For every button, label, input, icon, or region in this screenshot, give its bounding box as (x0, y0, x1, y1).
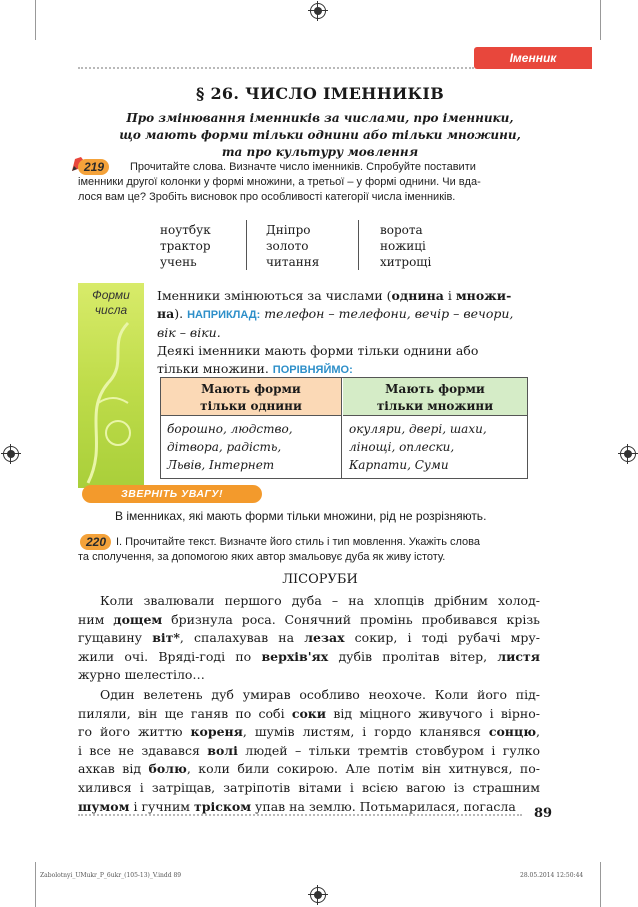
word-column-divider (246, 220, 247, 270)
story-line: пиляли, він ще ганяв по собі соки від міцного живучого і вірно- (78, 705, 540, 721)
header-dotted-rule (78, 67, 474, 69)
registration-mark-top-icon (310, 3, 326, 19)
exercise-219-task: Прочитайте слова. Визначте число іменників. Спробуйте поставити іменники другої колонки у формі множини, а третьої – у формі однини. Чи вда- лося вам це? Зробіть висновок про особливості категорії числа іменників. (78, 161, 481, 203)
table-cell-plural: окуляри, двері, шахи, лінощі, оплески, Карпати, Суми (349, 422, 487, 472)
page-number: 89 (534, 806, 553, 821)
exercise-number-219: 219 (78, 159, 109, 175)
story-paragraph-1 (78, 592, 540, 685)
footer-dotted-rule (78, 814, 522, 816)
story-line: Коли звалювали першого дуба – на хлопців дрібним холод- (100, 593, 540, 608)
footer-file-info: Zabolotnyi_UMukr_P_6ukr_(105-13)_V.indd 89 (40, 872, 182, 879)
section-subtitle: Про змінювання іменників за числами, про іменники, що мають форми тільки однини або тільки множини, та про культуру мовлення (119, 111, 521, 159)
word-column-1: ноутбук трактор учень (160, 223, 211, 269)
exercise-number-220: 220 (80, 534, 111, 550)
story-line: журно шелестіло… (78, 667, 205, 683)
word-column-2: Дніпро золото читання (266, 223, 320, 269)
rule-text: Іменники змінюються за числами (однина і множи- на). НАПРИКЛАД: телефон – телефони, вечір – вечори, вік – віки. Деякі іменники мають форми тільки однини або тільки множини. ПОРІВНЯЙМО: (157, 288, 514, 376)
story-line: і все не здавався волі людей – тільки тремтів стовбуром і гулко (78, 742, 540, 758)
story-line: гущавину віт*, спалахував на лезах сокир, і тоді рубачі мру- (78, 630, 540, 646)
story-line: жили очі. Врядi-годi по верхів'ях дубів пролітав вітер, листя (78, 648, 540, 664)
story-line: го його життю кореня, шумів листям, і гордо кланявся сонцю, (78, 724, 540, 740)
story-line: хилився і затріщав, затріпотів вітами і всією вагою із страшним (78, 779, 540, 795)
comparison-table (160, 377, 528, 479)
table-cell-singular: борошно, людство, дітвора, радість, Львів, Інтернет (161, 416, 342, 478)
story-line: ним дощем бризнула роса. Сонячний промінь пробивався крізь (78, 611, 540, 627)
crop-line-right-bottom (600, 862, 601, 907)
word-column-divider (358, 220, 359, 270)
section-tab: Іменник (474, 47, 592, 69)
registration-mark-left-icon (3, 446, 19, 462)
attention-text: В іменниках, які мають форми тільки множини, рід не розрізняють. (115, 509, 487, 523)
story-title: ЛІСОРУБИ (282, 572, 358, 587)
page-title: § 26. ЧИСЛО ІМЕННИКІВ (195, 84, 445, 103)
story-paragraph-2 (78, 686, 540, 816)
exercise-220-task: І. Прочитайте текст. Визначте його стиль і тип мовлення. Укажіть слова та сполучення, за допомогою яких автор змальовує дуба як живу істоту. (78, 536, 481, 563)
crop-line-right-top (600, 0, 601, 40)
rule-sidebar-label: Форми числа (92, 288, 130, 317)
crop-line-left-bottom (35, 862, 36, 907)
story-line: шумом і гучним тріском упав на землю. Потьмарилася, погасла (78, 798, 516, 814)
attention-badge: ЗВЕРНІТЬ УВАГУ! (82, 485, 262, 503)
table-header-singular: Мають форми тільки однини (161, 378, 342, 416)
registration-mark-right-icon (620, 446, 636, 462)
story-line: Один велетень дуб умирав особливо неохоче. Коли його під- (100, 687, 540, 702)
story-line: ахкав від болю, коли били сокирою. Але потім він хитнувся, по- (78, 761, 541, 777)
word-column-3: ворота ножиці хитрощі (380, 223, 432, 269)
registration-mark-bottom-icon (310, 887, 326, 903)
crop-line-left-top (35, 0, 36, 40)
footer-timestamp: 28.05.2014 12:50:44 (520, 872, 584, 879)
table-header-plural: Мають форми тільки множини (343, 378, 527, 416)
